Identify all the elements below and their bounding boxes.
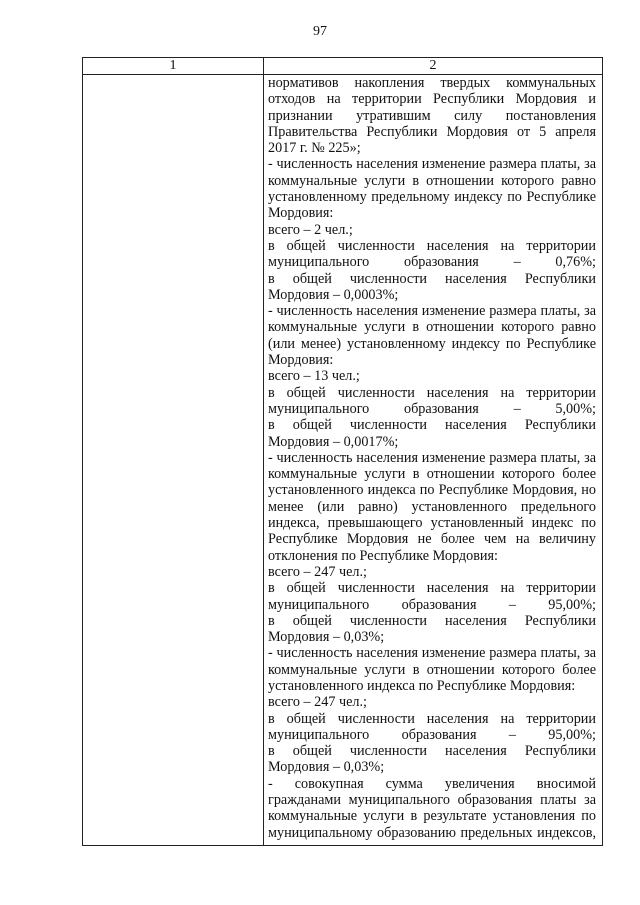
text-line: отходов на территории Республики Мордовия и bbox=[268, 91, 596, 108]
text-line: в общей численности населения Республики bbox=[268, 270, 596, 287]
document-table bbox=[82, 57, 603, 846]
column-header-1: 1 bbox=[83, 58, 264, 75]
text-line: (или менее) установленному индексу по Республике bbox=[268, 335, 596, 352]
text-line: 2017 г. № 225»; bbox=[268, 140, 361, 157]
text-line: в общей численности населения на территории bbox=[268, 384, 596, 401]
text-line: Правительства Республики Мордовия от 5 апреля bbox=[268, 123, 596, 140]
text-line: коммунальные услуги в отношении которого равно bbox=[268, 172, 596, 189]
text-line: коммунальные услуги в результате установления по bbox=[268, 808, 596, 825]
text-line: - численность населения изменение размера платы, за bbox=[268, 303, 596, 320]
text-line: всего – 247 чел.; bbox=[268, 563, 367, 580]
text-line: установленного индекса по Республике Мордовия: bbox=[268, 677, 576, 694]
column-header-2: 2 bbox=[264, 58, 603, 75]
text-line: отклонения по Республике Мордовия: bbox=[268, 547, 498, 564]
text-line: всего – 247 чел.; bbox=[268, 694, 367, 711]
text-line: гражданами муниципального образования платы за bbox=[268, 792, 596, 809]
text-line: признании утратившим силу постановления bbox=[268, 107, 596, 124]
text-line: муниципального образования – 0,76%; bbox=[268, 254, 596, 271]
text-line: в общей численности населения Республики bbox=[268, 612, 596, 629]
text-line: установленному предельному индексу по Республике bbox=[268, 189, 596, 206]
text-line: в общей численности населения на территории bbox=[268, 580, 596, 597]
text-line: установленного индекса по Республике Мордовия, но bbox=[268, 482, 596, 499]
text-line: в общей численности населения Республики bbox=[268, 417, 596, 434]
text-line: в общей численности населения на территории bbox=[268, 710, 596, 727]
text-line: Республике Мордовия не более чем на величину bbox=[268, 531, 596, 548]
text-line: нормативов накопления твердых коммунальных bbox=[268, 75, 596, 91]
text-line: Мордовия – 0,03%; bbox=[268, 759, 385, 776]
column-2-cell bbox=[264, 75, 603, 846]
text-line: коммунальные услуги в отношении которого более bbox=[268, 466, 596, 483]
text-line: в общей численности населения Республики bbox=[268, 743, 596, 760]
text-line: Мордовия – 0,03%; bbox=[268, 629, 385, 646]
table-body-row bbox=[83, 75, 603, 846]
page-number: 97 bbox=[313, 24, 327, 39]
text-line: индекса, превышающего установленный индекс по bbox=[268, 515, 596, 532]
text-line: Мордовия: bbox=[268, 352, 334, 369]
text-line: Мордовия: bbox=[268, 205, 334, 222]
column-2-text bbox=[264, 75, 602, 845]
text-line: муниципальному образованию предельных индексов, bbox=[268, 824, 596, 841]
text-line: - численность населения изменение размера платы, за bbox=[268, 449, 596, 466]
text-line: всего – 13 чел.; bbox=[268, 368, 360, 385]
text-line: - численность населения изменение размера платы, за bbox=[268, 645, 596, 662]
column-1-cell bbox=[83, 75, 264, 846]
text-line: муниципального образования – 95,00%; bbox=[268, 596, 596, 613]
text-line: муниципального образования – 95,00%; bbox=[268, 726, 596, 743]
text-line: Мордовия – 0,0017%; bbox=[268, 433, 399, 450]
text-line: в общей численности населения на территории bbox=[268, 237, 596, 254]
text-line: коммунальные услуги в отношении которого более bbox=[268, 661, 596, 678]
text-line: Мордовия – 0,0003%; bbox=[268, 286, 399, 303]
table-header-row bbox=[83, 58, 603, 75]
text-line: муниципального образования – 5,00%; bbox=[268, 400, 596, 417]
text-line: всего – 2 чел.; bbox=[268, 221, 353, 238]
text-line: - численность населения изменение размера платы, за bbox=[268, 156, 596, 173]
text-line: - совокупная сумма увеличения вносимой bbox=[268, 775, 596, 792]
text-line: коммунальные услуги в отношении которого равно bbox=[268, 319, 596, 336]
text-line: менее (или равно) установленного предельного bbox=[268, 498, 596, 515]
